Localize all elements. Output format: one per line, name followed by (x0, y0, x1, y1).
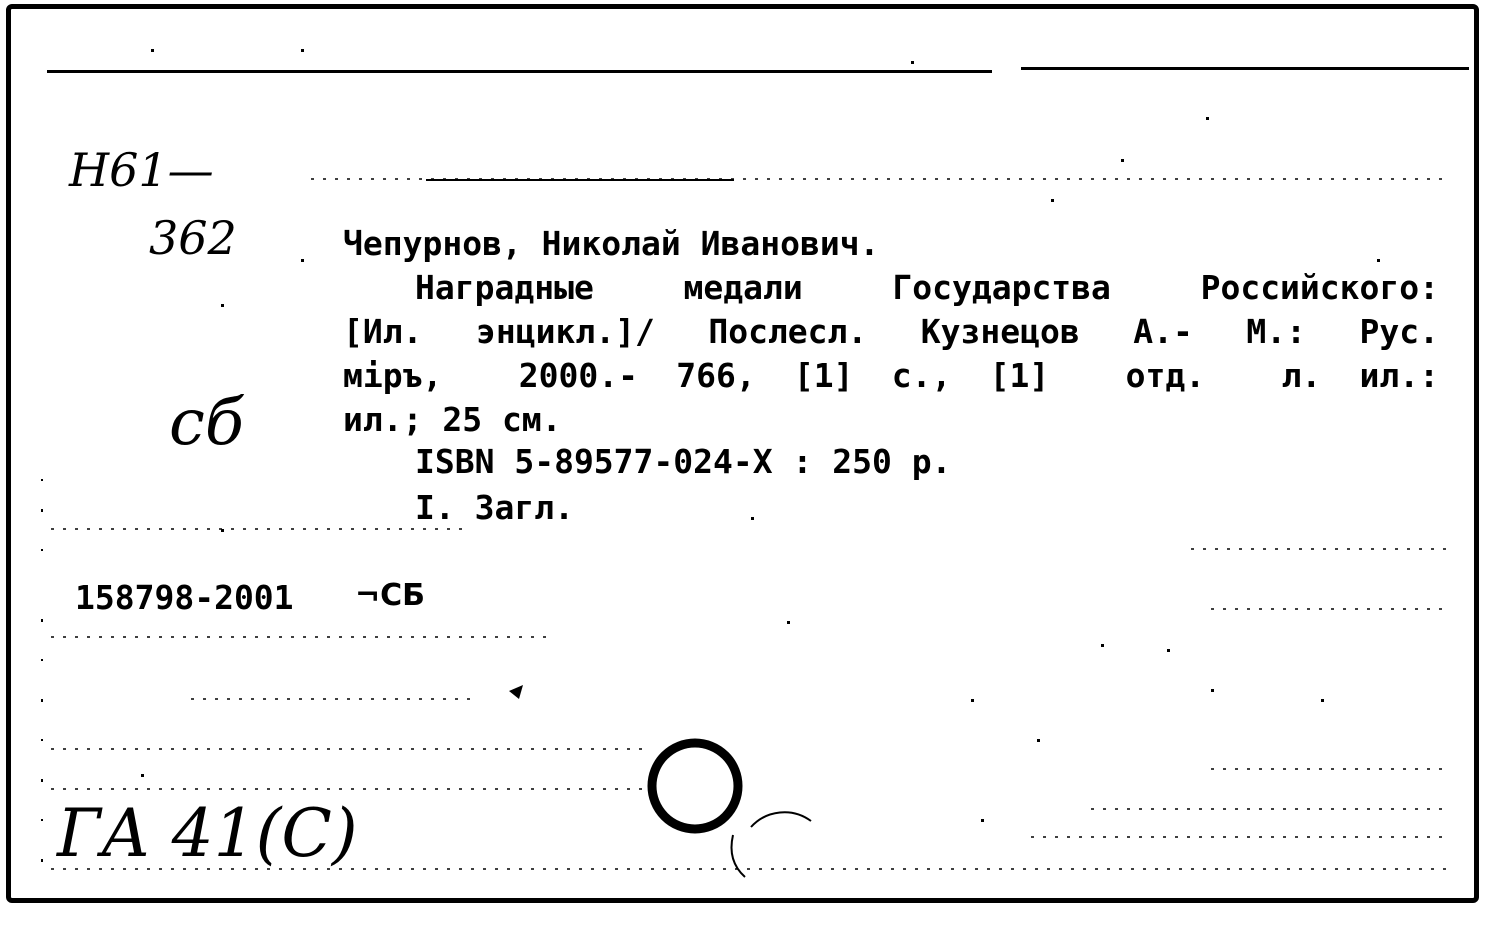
call-number-line1: Н61— (69, 143, 214, 197)
title-line-2: [Ил. энцикл.]/ Послесл. Кузнецов А.- М.: Рус. (343, 312, 1439, 351)
left-edge-dots (41, 479, 43, 862)
catalog-card (6, 4, 1479, 903)
title-line-3: міръ, 2000.- 766, [1] с., [1] отд. л. ил.: (343, 356, 1439, 395)
punch-hole-circle (652, 743, 738, 829)
faint-dash-lines (51, 179, 1451, 872)
accession-number: 158798-2001 (75, 578, 294, 617)
margin-note: сб (169, 386, 244, 460)
tracing-line: I. Загл. (415, 488, 574, 527)
arrow-mark (509, 685, 523, 699)
faint-circle-left (732, 835, 746, 877)
isbn-line: ISBN 5-89577-024-X : 250 р. (415, 442, 952, 481)
accession-mark: ¬СБ (355, 578, 426, 613)
call-number-line2: 362 (149, 211, 237, 265)
title-line-1: Наградные медали Государства Российского: (415, 268, 1439, 307)
title-line-4: ил.; 25 см. (343, 400, 562, 439)
bottom-note: ГА 41(С) (57, 795, 358, 872)
author-heading: Чепурнов, Николай Иванович. (343, 224, 880, 263)
scan-artifacts (11, 9, 1474, 898)
faint-circle (751, 812, 811, 827)
noise-dots (141, 49, 1380, 822)
